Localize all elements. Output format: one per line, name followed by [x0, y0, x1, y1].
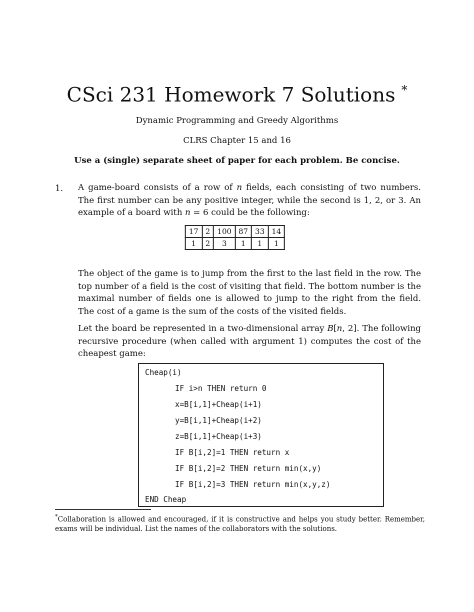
board-cell: 87 [235, 226, 252, 238]
board-cell: 2 [202, 226, 214, 238]
board-cell: 100 [214, 226, 235, 238]
procedure-intro-paragraph [78, 323, 421, 361]
problem-intro [78, 182, 421, 220]
footnote-text: Collaboration is allowed and encouraged, if it is constructive and helps you study better. Remember, exams will be individual. List the names of the collaborators with the solutions. [55, 515, 425, 534]
board-cell: 33 [252, 226, 269, 238]
game-objective-paragraph: The object of the game is to jump from the first to the last field in the row. The top number of a field is the cost of visiting that field. The bottom number is the maximal number of fields one is allowed to jump to the right from the field. The cost of a game is the sum of the costs of the visited fields. [78, 269, 421, 317]
board-cell: 17 [185, 226, 202, 238]
board-cell: 1 [235, 238, 252, 250]
intro-text-a: A game-board consists of a row of [78, 183, 237, 193]
title-text: CSci 231 Homework 7 Solutions [66, 82, 396, 107]
code-line: IF B[i,2]=3 THEN return min(x,y,z) [175, 480, 331, 489]
intro-text-c: = 6 could be the following: [190, 208, 310, 219]
footnote-mark: * [55, 514, 58, 520]
let-var-b: B [327, 324, 334, 334]
intro-var-n: n [236, 183, 243, 193]
title-footnote-mark: * [401, 83, 408, 97]
instruction-note: Use a (single) separate sheet of paper for each problem. Be concise. [74, 156, 400, 166]
code-line: Cheap(i) [145, 368, 182, 377]
intro-text-b: fields, each consisting of two numbers. The first number can be any positive integer, while the second is 1, 2, or 3. An example of a board with [78, 183, 421, 219]
code-line: END Cheap [145, 495, 187, 504]
chapter-reference: CLRS Chapter 15 and 16 [183, 136, 291, 146]
game-board-table [185, 225, 285, 250]
board-cell: 14 [268, 226, 285, 238]
board-cell: 1 [185, 238, 202, 250]
footnote-divider [55, 509, 151, 510]
board-row-costs [185, 226, 284, 238]
code-line: IF B[i,2]=1 THEN return x [175, 448, 290, 457]
let-text-a: Let the board be represented in a two-dimensional array [78, 324, 328, 334]
let-var-n: n [336, 324, 343, 334]
board-cell: 3 [214, 238, 235, 250]
let-text-d: , 2]. The following recursive procedure (when called with argument 1) computes the cost of the cheapest game: [78, 324, 421, 360]
code-line: x=B[i,1]+Cheap(i+1) [175, 400, 262, 409]
code-line: IF B[i,2]=2 THEN return min(x,y) [175, 464, 322, 473]
intro-var-n2: n [185, 208, 191, 219]
subtitle: Dynamic Programming and Greedy Algorithms [135, 116, 339, 126]
let-text-c: [ [333, 324, 337, 334]
problem-number: 1. [55, 184, 64, 194]
pseudocode-box [138, 363, 384, 507]
code-line: IF i>n THEN return 0 [175, 384, 267, 393]
code-line: z=B[i,1]+Cheap(i+3) [175, 432, 262, 441]
document-title [0, 78, 474, 107]
board-cell: 1 [252, 238, 269, 250]
board-cell: 2 [202, 238, 214, 250]
footnote [55, 512, 425, 534]
board-row-jumps [185, 238, 284, 250]
board-cell: 1 [268, 238, 285, 250]
code-line: y=B[i,1]+Cheap(i+2) [175, 416, 262, 425]
